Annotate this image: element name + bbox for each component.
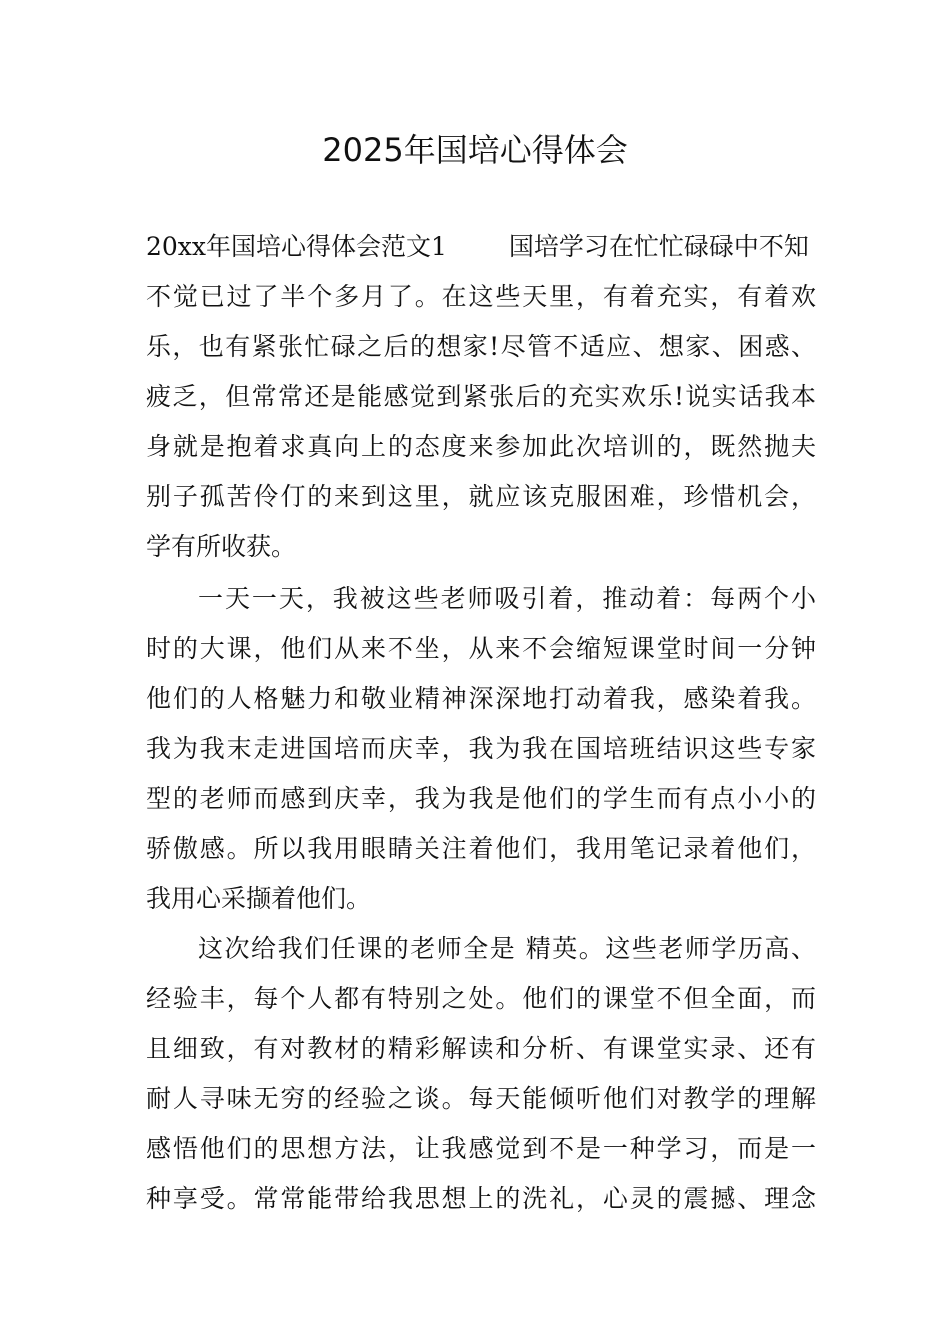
paragraph-2-line-1: 一天一天，我被这些老师吸引着，推动着：每两个小 xyxy=(198,584,816,613)
paragraph-1-lead: 20xx年国培心得体会范文1 xyxy=(146,232,447,261)
document-title: 2025年国培心得体会 xyxy=(322,131,628,169)
paragraph-1-line-3: 乐，也有紧张忙碌之后的想家!尽管不适应、想家、困惑、 xyxy=(146,332,816,361)
paragraph-2-line-7: 我用心采撷着他们。 xyxy=(146,884,372,913)
paragraph-1-line-2: 不觉已过了半个多月了。在这些天里，有着充实，有着欢 xyxy=(146,282,816,311)
paragraph-1-line-4: 疲乏，但常常还是能感觉到紧张后的充实欢乐!说实话我本 xyxy=(146,382,816,411)
paragraph-3-line-6: 种享受。常常能带给我思想上的洗礼，心灵的震撼、理念 xyxy=(146,1184,816,1213)
paragraph-2-line-3: 他们的人格魅力和敬业精神深深地打动着我，感染着我。 xyxy=(146,684,816,713)
paragraph-3-line-3: 且细致，有对教材的精彩解读和分析、有课堂实录、还有 xyxy=(146,1034,816,1063)
paragraph-3-line-4: 耐人寻味无穷的经验之谈。每天能倾听他们对教学的理解 xyxy=(146,1084,816,1113)
paragraph-3-line-2: 经验丰，每个人都有特别之处。他们的课堂不但全面，而 xyxy=(146,984,816,1013)
paragraph-2-line-4: 我为我末走进国培而庆幸，我为我在国培班结识这些专家 xyxy=(146,734,816,763)
paragraph-1-lead-continuation: 国培学习在忙忙碌碌中不知 xyxy=(508,232,809,261)
paragraph-3-line-5: 感悟他们的思想方法，让我感觉到不是一种学习，而是一 xyxy=(146,1134,816,1163)
paragraph-1-line-1 xyxy=(146,222,816,272)
paragraph-2-line-6: 骄傲感。所以我用眼睛关注着他们，我用笔记录着他们， xyxy=(146,834,816,863)
paragraph-1-line-5: 身就是抱着求真向上的态度来参加此次培训的，既然抛夫 xyxy=(146,432,816,461)
paragraph-1-line-7: 学有所收获。 xyxy=(146,532,297,561)
paragraph-2-line-2: 时的大课，他们从来不坐，从来不会缩短课堂时间一分钟 xyxy=(146,634,816,663)
paragraph-1-line-6: 别子孤苦伶仃的来到这里，就应该克服困难，珍惜机会， xyxy=(146,482,816,511)
paragraph-2-line-5: 型的老师而感到庆幸，我为我是他们的学生而有点小小的 xyxy=(146,784,816,813)
paragraph-3-line-1: 这次给我们任课的老师全是 精英。这些老师学历高、 xyxy=(198,934,816,963)
